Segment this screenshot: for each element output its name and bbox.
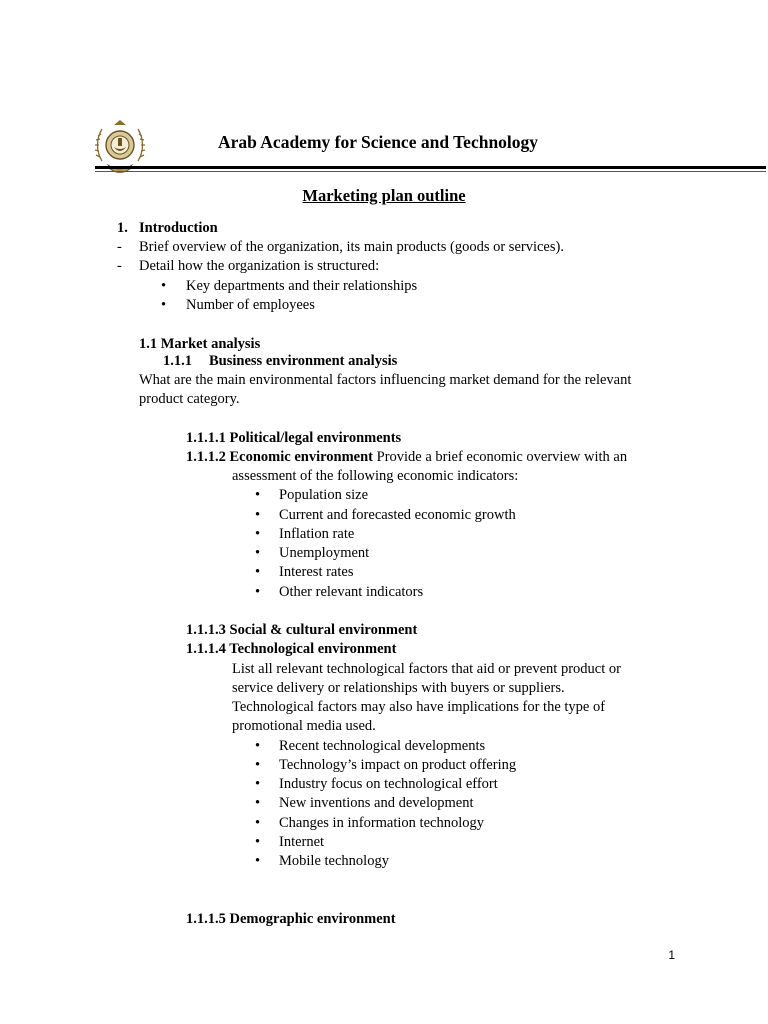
bullet-marker: • xyxy=(255,545,261,561)
page-number: 1 xyxy=(668,948,675,962)
subsection-number: 1.1.1 xyxy=(163,353,192,369)
bullet-marker: • xyxy=(255,834,261,850)
technological-bullet: Recent technological developments xyxy=(279,738,486,754)
economic-bullet: Unemployment xyxy=(279,545,370,561)
bullet-marker: • xyxy=(255,507,261,523)
bullet-marker: • xyxy=(255,757,261,773)
economic-text: Provide a brief economic overview with an xyxy=(373,449,628,465)
market-description: product category. xyxy=(139,391,240,407)
political-heading: 1.1.1.1 Political/legal environments xyxy=(186,430,402,446)
economic-heading: 1.1.1.2 Economic environment xyxy=(186,449,374,465)
bullet-marker: • xyxy=(255,776,261,792)
academy-logo xyxy=(94,117,146,179)
technological-bullet: Mobile technology xyxy=(279,853,389,869)
social-heading: 1.1.1.3 Social & cultural environment xyxy=(186,622,418,638)
technological-bullet: Industry focus on technological effort xyxy=(279,776,498,792)
bullet-marker: • xyxy=(255,564,261,580)
economic-bullet: Other relevant indicators xyxy=(279,584,424,600)
bullet-marker: • xyxy=(255,815,261,831)
technological-bullet: New inventions and development xyxy=(279,795,474,811)
economic-bullet: Interest rates xyxy=(279,564,354,580)
bullet-marker: • xyxy=(161,297,167,313)
economic-bullet: Population size xyxy=(279,487,369,503)
intro-bullet: Key departments and their relationships xyxy=(186,278,418,294)
economic-bullet: Inflation rate xyxy=(279,526,355,542)
technological-paragraph: service delivery or relationships with buyers or suppliers. xyxy=(232,680,565,696)
technological-paragraph: Technological factors may also have implications for the type of xyxy=(232,699,606,715)
bullet-marker: • xyxy=(255,584,261,600)
demographic-heading: 1.1.1.5 Demographic environment xyxy=(186,911,396,927)
document-title: Marketing plan outline xyxy=(302,186,466,205)
technological-paragraph: promotional media used. xyxy=(232,718,376,734)
header-rule-thin xyxy=(95,171,766,172)
header-rule xyxy=(95,166,766,169)
intro-dash-item: Brief overview of the organization, its main products (goods or services). xyxy=(139,239,564,255)
intro-heading: Introduction xyxy=(139,220,218,236)
dash-marker: - xyxy=(117,258,122,274)
economic-line xyxy=(186,448,627,467)
market-heading: 1.1 Market analysis xyxy=(139,336,261,352)
technological-bullet: Internet xyxy=(279,834,325,850)
subsection-heading: Business environment analysis xyxy=(209,353,398,369)
bullet-marker: • xyxy=(161,278,167,294)
technological-bullet: Changes in information technology xyxy=(279,815,484,831)
intro-bullet: Number of employees xyxy=(186,297,315,313)
economic-text-continued: assessment of the following economic indicators: xyxy=(232,468,519,484)
technological-heading: 1.1.1.4 Technological environment xyxy=(186,641,397,657)
intro-dash-item: Detail how the organization is structured: xyxy=(139,258,380,274)
bullet-marker: • xyxy=(255,853,261,869)
technological-bullet: Technology’s impact on product offering xyxy=(279,757,517,773)
dash-marker: - xyxy=(117,239,122,255)
bullet-marker: • xyxy=(255,738,261,754)
section-number: 1. xyxy=(117,220,128,236)
market-description: What are the main environmental factors influencing market demand for the relevant xyxy=(139,372,632,388)
bullet-marker: • xyxy=(255,487,261,503)
technological-paragraph: List all relevant technological factors that aid or prevent product or xyxy=(232,661,621,677)
bullet-marker: • xyxy=(255,795,261,811)
bullet-marker: • xyxy=(255,526,261,542)
economic-bullet: Current and forecasted economic growth xyxy=(279,507,516,523)
institution-name: Arab Academy for Science and Technology xyxy=(218,132,539,152)
